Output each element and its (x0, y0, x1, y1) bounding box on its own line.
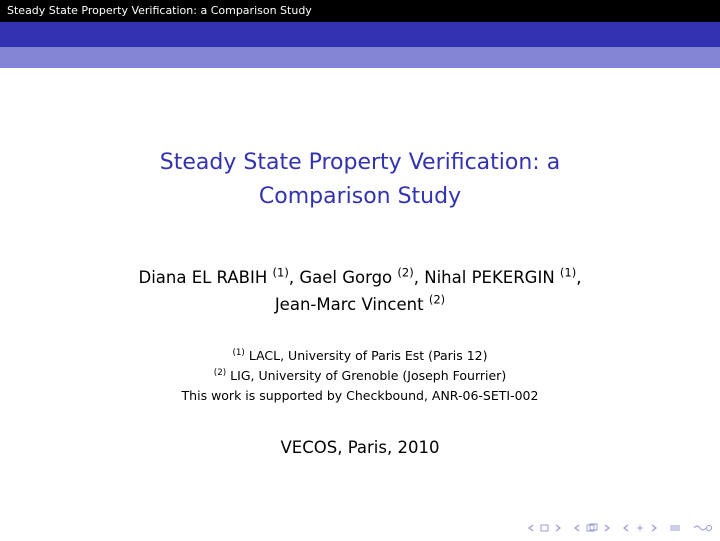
affiliation-mark: (2) (213, 368, 227, 379)
author-name: , Nihal PEKERGIN (413, 268, 560, 287)
affiliation-1 (40, 346, 680, 366)
nav-frame-next-icon[interactable] (552, 523, 562, 533)
affiliation-2 (40, 366, 680, 386)
nav-align-icon[interactable] (669, 523, 681, 533)
affiliation-mark: (2) (428, 292, 446, 307)
nav-subsection-icon (586, 523, 598, 533)
affiliation-text: LACL, University of Paris Est (Paris 12) (244, 348, 488, 363)
affiliation-text: LIG, University of Grenoble (Joseph Fourrier) (226, 368, 507, 383)
author-name: Diana EL RABIH (138, 268, 273, 287)
affiliation-mark: (1) (559, 265, 577, 280)
affiliation-mark: (1) (272, 265, 289, 280)
affiliations (40, 346, 680, 406)
nav-section-prev-icon[interactable] (622, 523, 632, 533)
nav-subsection-next-icon[interactable] (601, 523, 611, 533)
author-separator: , (576, 268, 582, 287)
header-band-dark (0, 22, 720, 47)
navigation-bar (527, 521, 712, 535)
affiliation-mark: (2) (397, 265, 414, 280)
event-date: VECOS, Paris, 2010 (280, 438, 440, 457)
nav-section-icon (635, 523, 645, 533)
slide-title (60, 146, 660, 214)
header-bar (0, 0, 720, 22)
author-name: , Gael Gorgo (288, 268, 398, 287)
authors (40, 264, 680, 318)
title-line-1: Steady State Property Verification: a (159, 150, 561, 175)
nav-frame-icon (540, 523, 549, 533)
nav-subsection-prev-icon[interactable] (573, 523, 583, 533)
title-line-2: Comparison Study (258, 184, 462, 209)
running-title: Steady State Property Verification: a Comparison Study (7, 4, 312, 17)
authors-line-1 (40, 264, 680, 291)
authors-line-2 (40, 291, 680, 318)
nav-frame-prev-icon[interactable] (527, 523, 537, 533)
header-band-light (0, 47, 720, 68)
support-note: This work is supported by Checkbound, ANR-06-SETI-002 (181, 388, 539, 403)
affiliation-mark: (1) (232, 348, 245, 359)
nav-section-next-icon[interactable] (648, 523, 658, 533)
nav-search-icon[interactable] (692, 523, 712, 533)
author-name: Jean-Marc Vincent (274, 295, 429, 314)
